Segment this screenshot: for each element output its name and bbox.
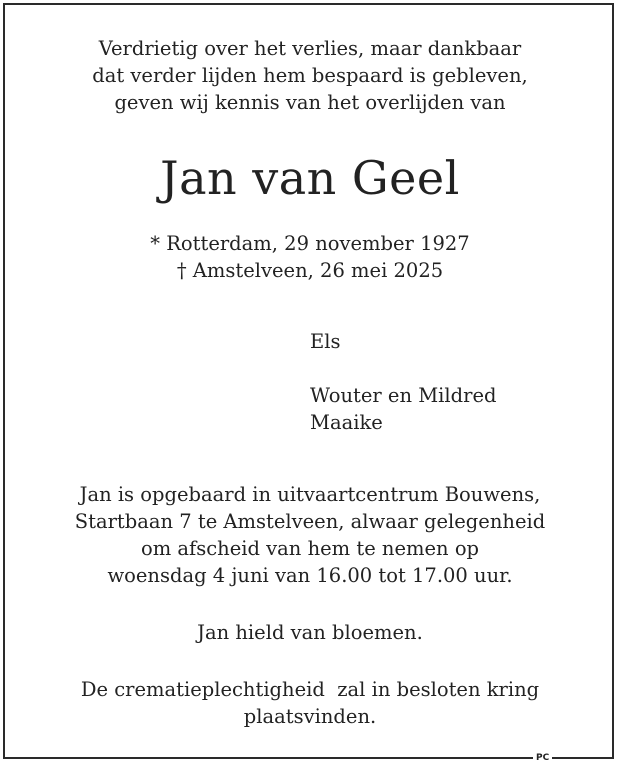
flowers-text	[0, 619, 620, 646]
death-line: † Amstelveen, 26 mei 2025	[176, 259, 444, 282]
ceremony-line-2: plaatsvinden.	[243, 705, 377, 728]
viewing-line-1: Jan is opgebaard in uitvaartcentrum Bouwens,	[79, 483, 541, 506]
ceremony-line-1: De crematieplechtigheid zal in besloten kring	[80, 678, 540, 701]
birth-line: * Rotterdam, 29 november 1927	[150, 232, 470, 255]
ceremony-text	[0, 676, 620, 730]
viewing-line-3: om afscheid van hem te nemen op	[140, 537, 480, 560]
deceased-name: Jan van Geel	[160, 151, 460, 205]
life-dates	[0, 230, 620, 284]
intro-line-3: geven wij kennis van het overlijden van	[114, 91, 506, 114]
intro-line-1: Verdrietig over het verlies, maar dankbaar	[98, 37, 522, 60]
flowers-line-1: Jan hield van bloemen.	[197, 621, 423, 644]
family-child-2: Maaike	[310, 411, 383, 434]
viewing-line-4: woensdag 4 juni van 16.00 tot 17.00 uur.	[107, 564, 513, 587]
publisher-tag: PC	[533, 753, 552, 764]
family-spouse: Els	[310, 330, 341, 353]
viewing-line-2: Startbaan 7 te Amstelveen, alwaar gelegenheid	[74, 510, 546, 533]
intro-text	[0, 35, 620, 116]
family-child-1: Wouter en Mildred	[310, 384, 497, 407]
intro-line-2: dat verder lijden hem bespaard is gebleven,	[92, 64, 528, 87]
viewing-text	[0, 481, 620, 589]
